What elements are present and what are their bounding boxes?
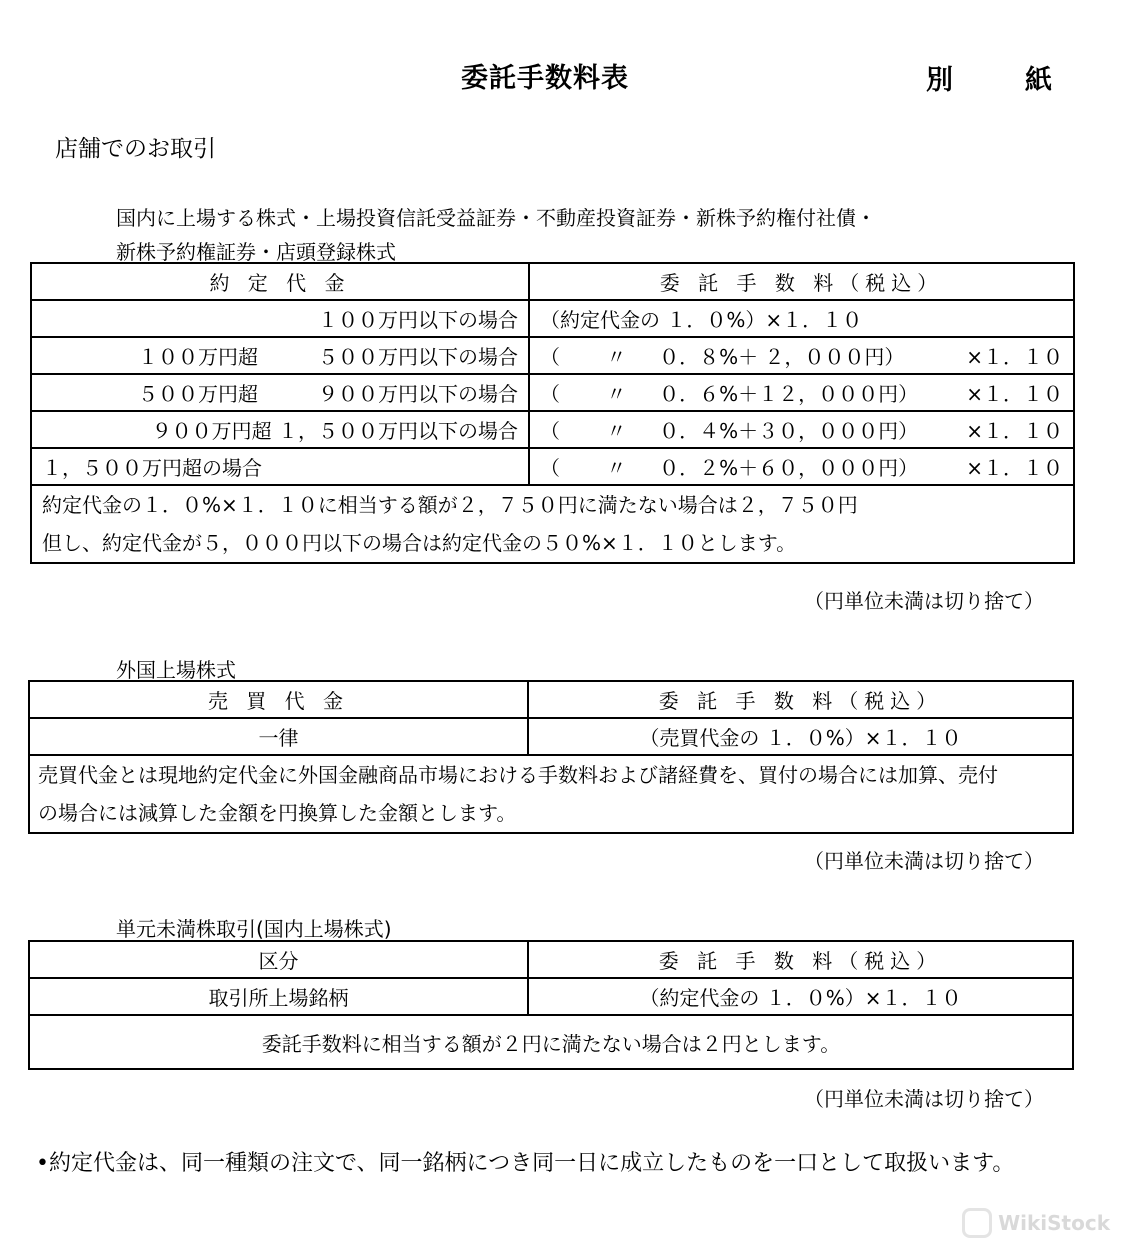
note-line-2: の場合には減算した金額を円換算した金額とします。 [38,801,517,825]
fee-cell: （売買代金の １．０%）×１．１０ [528,718,1073,755]
fee-cell [529,448,1074,485]
fee-cell [529,411,1074,448]
watermark-text: WikiStock [998,1211,1110,1235]
page-title: 委託手数料表 [461,63,629,94]
amount-cell: ５００万円超 ９００万円以下の場合 [31,374,529,411]
table-row [29,718,1073,755]
table-row [31,337,1074,374]
amount-cell: １００万円以下の場合 [31,300,529,337]
fee-text: （ 〃 ０．４%＋３０，０００円） [540,419,919,443]
rounding-note: （円単位未満は切り捨て） [804,1087,1044,1111]
note-row [31,485,1074,563]
rounding-note: （円単位未満は切り捨て） [804,849,1044,873]
fee-cell: （約定代金の １．０%）×１．１０ [528,978,1073,1015]
table-header-row [31,263,1074,300]
col-fee-header: 委 託 手 数 料（税込） [528,681,1073,718]
note-cell: 委託手数料に相当する額が２円に満たない場合は２円とします。 [29,1015,1073,1069]
domestic-fee-table [30,262,1075,564]
section-title: 店舗でのお取引 [55,136,216,162]
footer-note: •約定代金は、同一種類の注文で、同一銘柄につき同一日に成立したものを一口として取扱います。 [36,1151,1015,1176]
col-fee-header: 委 託 手 数 料（税込） [528,941,1073,978]
fee-text: （約定代金の １．０%）×１．１０ [540,308,863,332]
note-row [29,1015,1073,1069]
amount-cell: １００万円超 ５００万円以下の場合 [31,337,529,374]
amount-cell: 一律 [29,718,528,755]
fee-cell [529,300,1074,337]
fee-cell [529,337,1074,374]
fee-multiplier: ×１．１０ [966,419,1063,443]
fee-cell [529,374,1074,411]
col-amount-header: 約 定 代 金 [31,263,529,300]
fee-text: （ 〃 ０．２%＋６０，０００円） [540,456,919,480]
table-header-row [29,681,1073,718]
note-cell [31,485,1074,563]
table-header-row [29,941,1073,978]
fee-text: （ 〃 ０．６%＋１２，０００円） [540,382,919,406]
domestic-caption-line1: 国内に上場する株式・上場投資信託受益証券・不動産投資証券・新株予約権付社債・ [116,206,876,230]
amount-cell: ９００万円超 １，５００万円以下の場合 [31,411,529,448]
fee-text: （ 〃 ０．８%＋ ２，０００円） [540,345,905,369]
note-line-1: 約定代金の１．０%×１．１０に相当する額が２，７５０円に満たない場合は２，７５０円 [42,493,858,517]
note-line-2: 但し、約定代金が５，０００円以下の場合は約定代金の５０%×１．１０とします。 [42,531,797,555]
note-line-1: 売買代金とは現地約定代金に外国金融商品市場における手数料および諸経費を、買付の場合には加算、売付 [38,763,998,787]
table-row [31,300,1074,337]
table-row [31,374,1074,411]
annex-char-1: 別 [926,65,953,96]
watermark [962,1208,1110,1238]
domestic-caption-line2: 新株予約権証券・店頭登録株式 [116,240,396,264]
wikistock-logo-icon [962,1208,992,1238]
note-row [29,755,1073,833]
fee-multiplier: ×１．１０ [966,345,1063,369]
foreign-fee-table [28,680,1074,834]
fee-multiplier: ×１．１０ [966,456,1063,480]
category-cell: 取引所上場銘柄 [29,978,528,1015]
col-fee-header: 委 託 手 数 料（税込） [529,263,1074,300]
col-category-header: 区分 [29,941,528,978]
amount-cell: １，５００万円超の場合 [31,448,529,485]
fee-multiplier: ×１．１０ [966,382,1063,406]
annex-char-2: 紙 [1025,65,1052,96]
rounding-note: （円単位未満は切り捨て） [804,589,1044,613]
table-row [31,411,1074,448]
foreign-caption: 外国上場株式 [116,658,236,682]
table-row [31,448,1074,485]
odd-lot-fee-table [28,940,1074,1070]
table-row [29,978,1073,1015]
col-amount-header: 売 買 代 金 [29,681,528,718]
note-cell [29,755,1073,833]
odd-lot-caption: 単元未満株取引(国内上場株式) [116,917,392,941]
annex-label [926,58,1052,97]
